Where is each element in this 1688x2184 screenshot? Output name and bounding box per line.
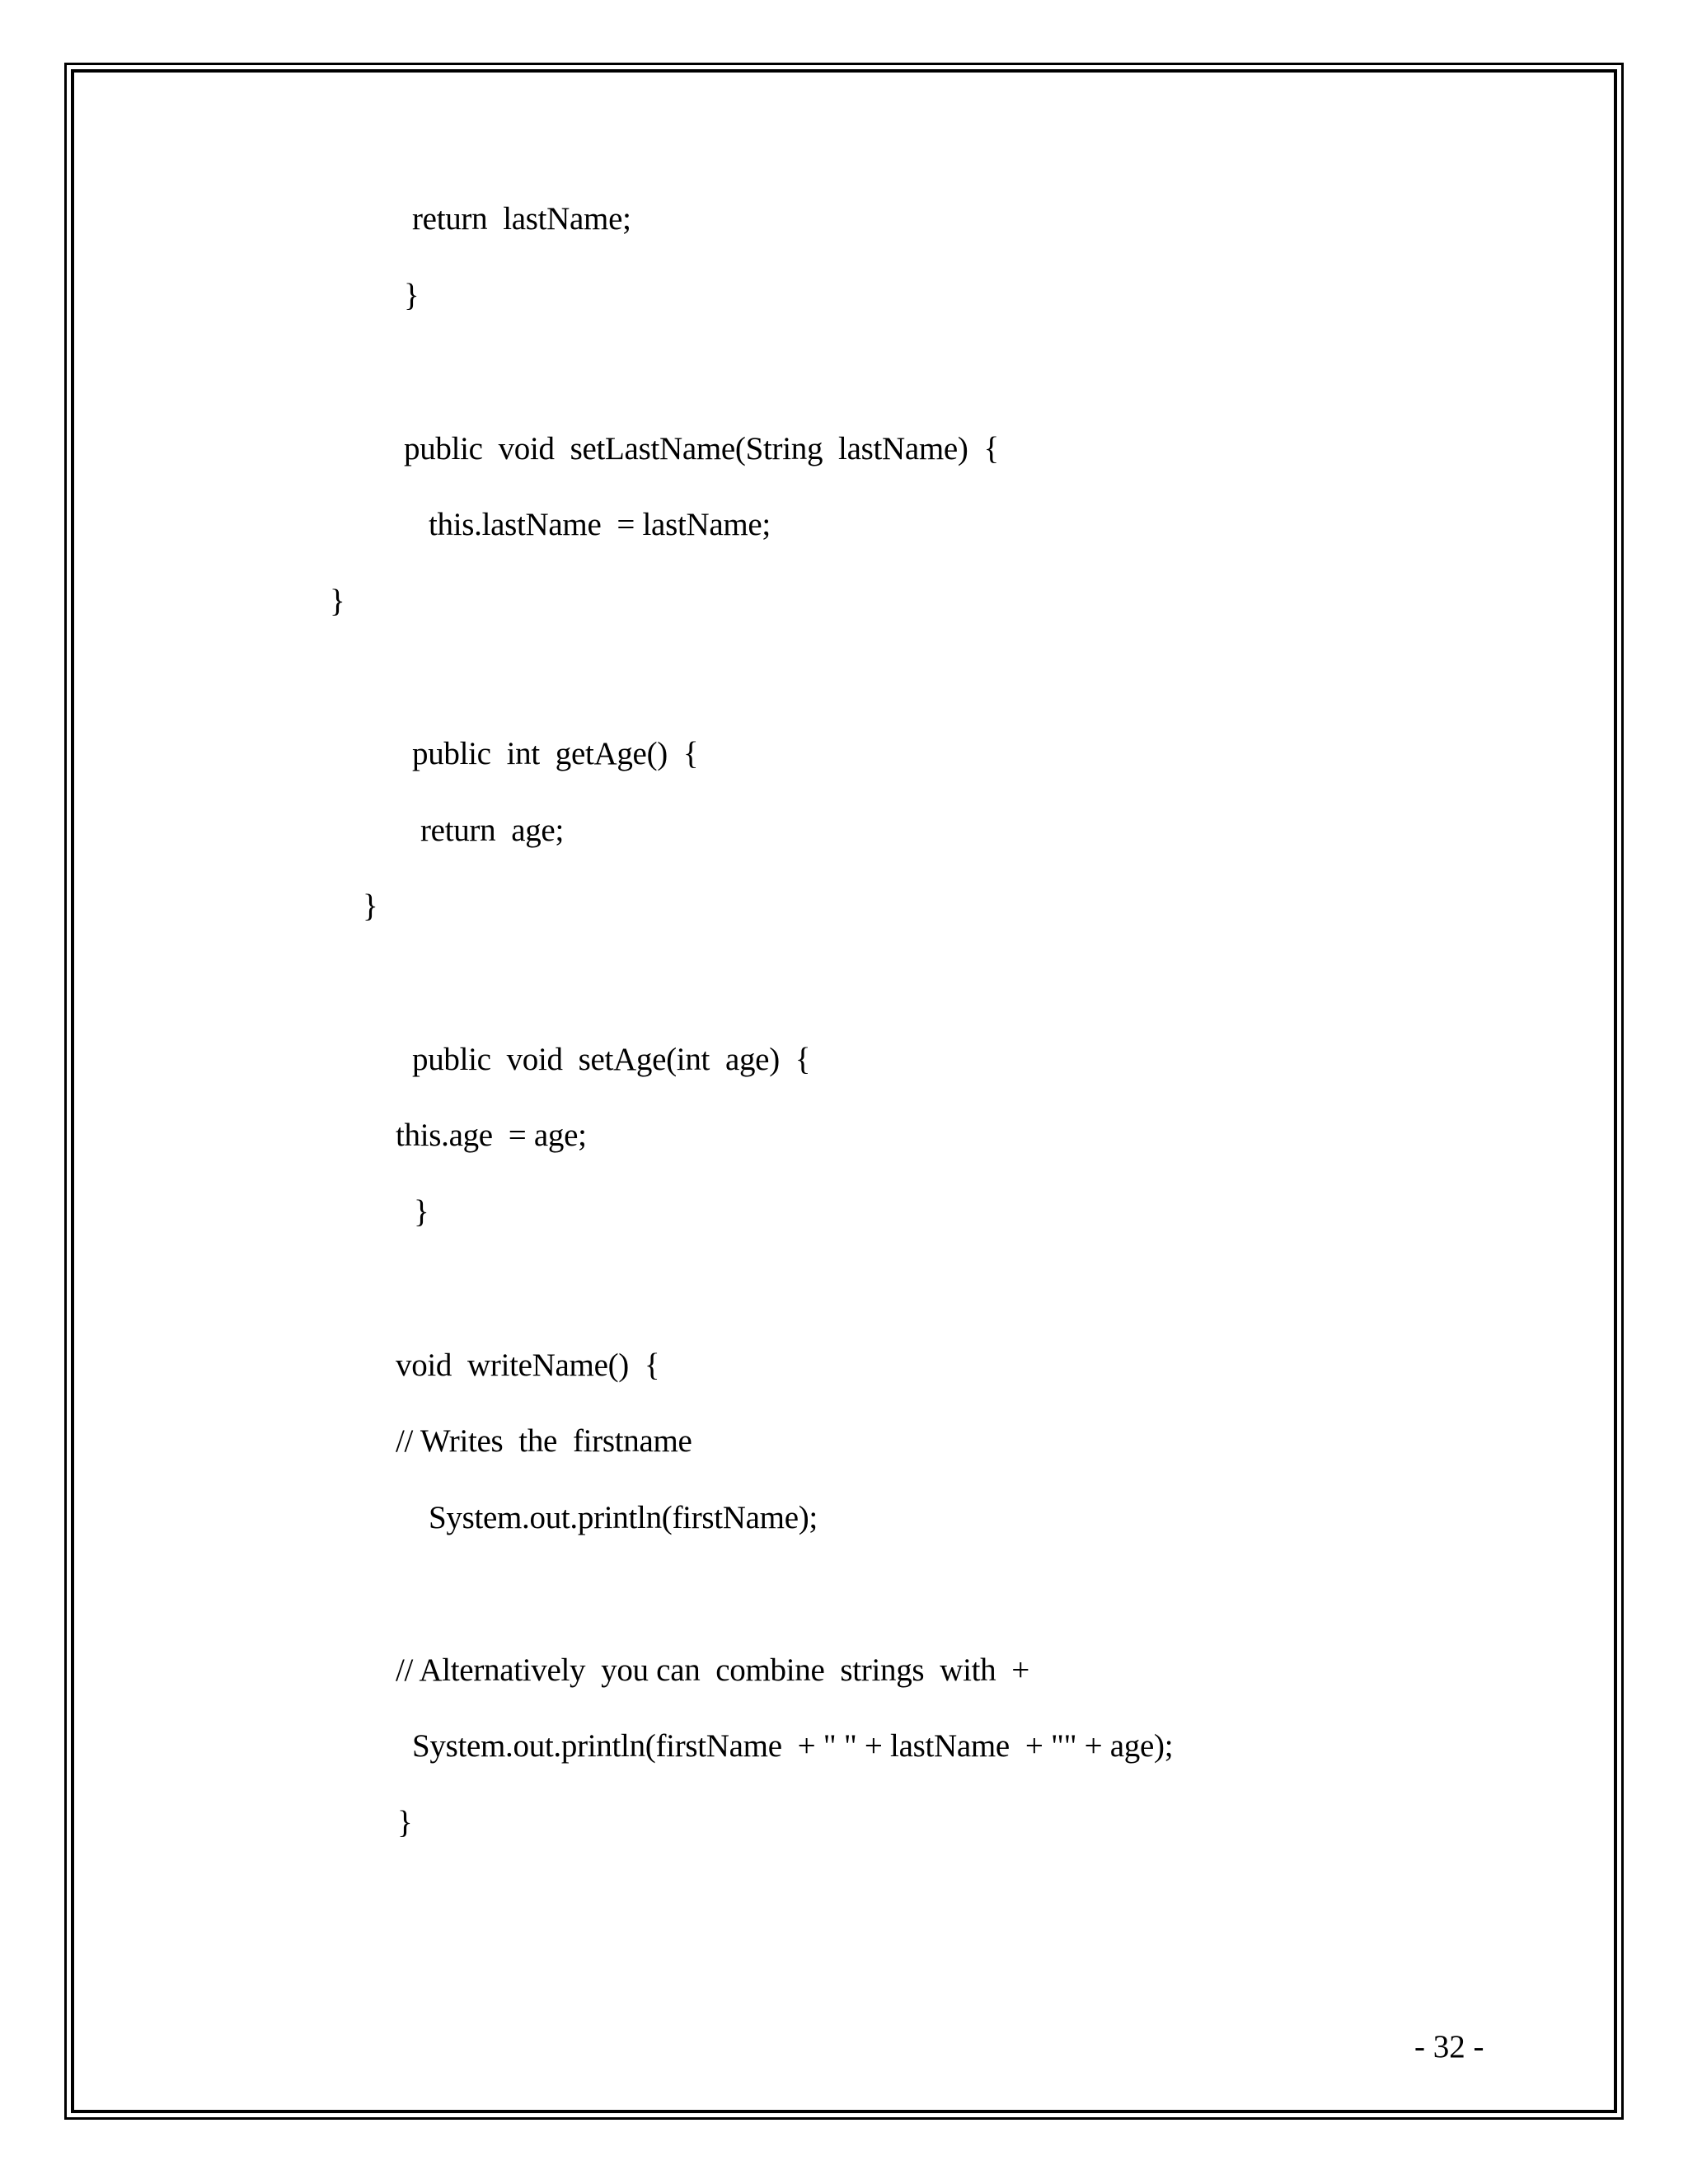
code-line-close-brace: } <box>397 1805 413 1840</box>
page-number: - 32 - <box>1414 2029 1484 2064</box>
code-line-println-combined: System.out.println(firstName + " " + lastName + "" + age); <box>412 1728 1174 1764</box>
code-line-close-brace: } <box>404 278 420 313</box>
code-line-close-brace: } <box>414 1194 429 1230</box>
code-line-write-name-signature: void writeName() { <box>396 1347 660 1383</box>
code-line-comment-writes-firstname: // Writes the firstname <box>396 1423 692 1459</box>
code-line-close-brace: } <box>363 888 378 924</box>
code-line-println-firstname: System.out.println(firstName); <box>429 1500 818 1535</box>
code-line-set-age-signature: public void setAge(int age) { <box>412 1042 811 1077</box>
code-line-close-brace: } <box>330 583 345 619</box>
code-line-return-age: return age; <box>420 813 564 848</box>
code-line-get-age-signature: public int getAge() { <box>412 736 699 771</box>
code-line-return-lastname: return lastName; <box>412 201 631 237</box>
code-line-set-lastname-signature: public void setLastName(String lastName) { <box>404 431 999 466</box>
page-border-inner <box>71 69 1617 2113</box>
code-line-comment-alternatively: // Alternatively you can combine strings with + <box>396 1652 1029 1688</box>
code-line-assign-age: this.age = age; <box>396 1118 587 1153</box>
code-line-assign-lastname: this.lastName = lastName; <box>429 507 771 542</box>
